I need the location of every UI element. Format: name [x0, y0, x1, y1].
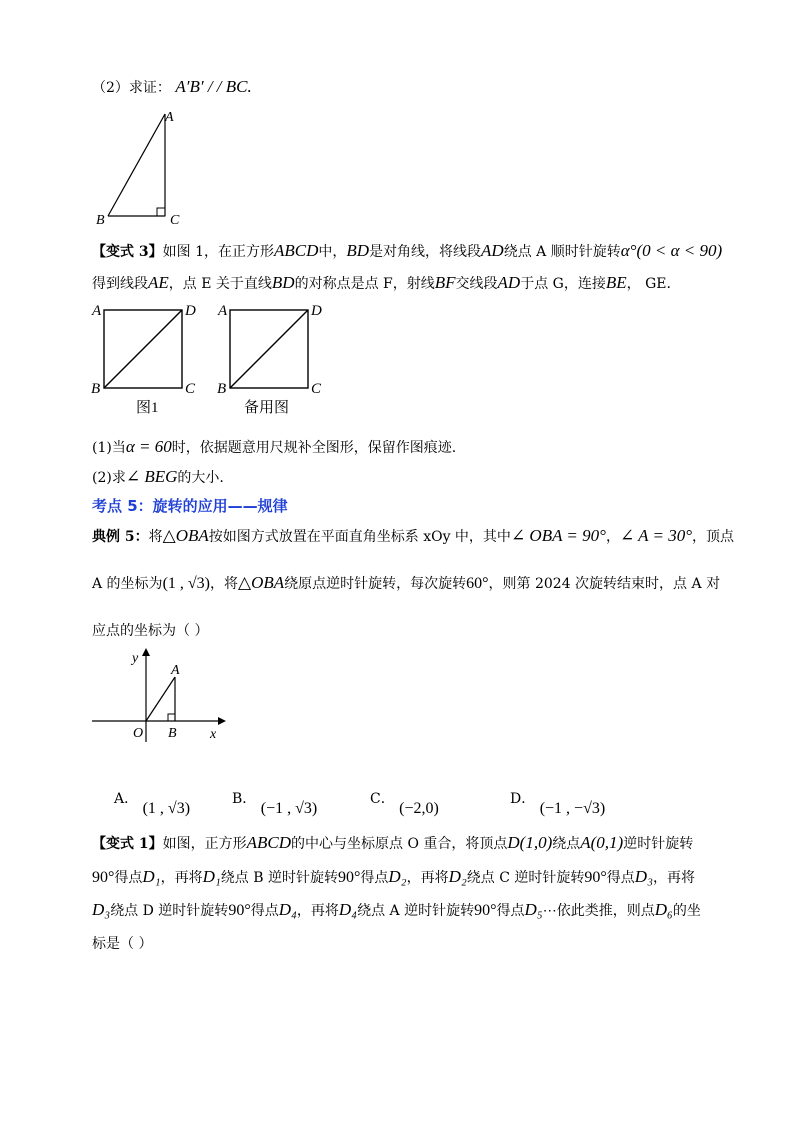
option-a[interactable] — [114, 788, 191, 817]
text: 中， — [318, 244, 347, 260]
text: 是对角线，将线段 — [369, 244, 482, 260]
math: BD — [346, 241, 370, 260]
text: 于点 G，连接 — [520, 276, 606, 292]
text: (2)求 — [92, 470, 126, 486]
sq2-label-a: A — [218, 303, 228, 319]
part2-math: A′B′ / / BC. — [175, 77, 252, 96]
text: 得点 — [114, 870, 143, 886]
text: 交线段 — [455, 276, 498, 292]
math: 90° — [474, 902, 497, 919]
text: ，顶点 — [692, 529, 734, 545]
text: ，点 E 关于直线 — [168, 276, 272, 292]
math: BD — [271, 273, 295, 292]
math: ∠ OBA = 90° — [510, 526, 606, 545]
text: 的坐 — [672, 903, 701, 919]
math: 90° — [228, 902, 251, 919]
fig-spare-caption: 备用图 — [244, 400, 290, 416]
option-d-value: (−1 , −√3) — [539, 800, 606, 817]
variant1-line2 — [92, 866, 695, 889]
sq2-label-c: C — [311, 381, 322, 397]
math: α°(0 < α < 90) — [620, 241, 723, 260]
text: 绕点 C 逆时针旋转 — [466, 870, 585, 886]
math: D₃ — [634, 867, 653, 886]
sq2-label-b: B — [217, 381, 227, 397]
math: D₂ — [388, 867, 407, 886]
axis-label-o: O — [133, 726, 144, 741]
option-b-label: B． — [232, 791, 257, 807]
math: D₅ — [524, 900, 543, 919]
variant3-line1 — [92, 240, 722, 263]
text: ，则第 2024 次旋转结束时，点 A 对 — [488, 576, 721, 592]
option-d[interactable] — [510, 788, 606, 817]
text: 的大小. — [177, 470, 224, 486]
text: ，再将 — [406, 870, 449, 886]
q1-line — [92, 436, 456, 459]
text: ⋯依此类推，则点 — [542, 903, 655, 919]
math: △OBA — [238, 573, 285, 592]
triangle-figure — [88, 106, 198, 231]
sq1-label-b: B — [91, 381, 101, 397]
example5-line3: 应点的坐标为（ ） — [92, 623, 209, 639]
math: 90° — [584, 869, 607, 886]
text: 的对称点是点 F，射线 — [294, 276, 435, 292]
math: α = 60 — [125, 437, 172, 456]
variant1-tag: 【变式 1】 — [92, 836, 163, 852]
axis-label-y: y — [132, 651, 139, 666]
example5-line1 — [92, 525, 734, 548]
math: D₁ — [202, 867, 221, 886]
sq1-label-d: D — [185, 303, 196, 319]
text: 将 — [148, 529, 163, 545]
math: BF — [434, 273, 456, 292]
tri-label-a: A — [165, 110, 174, 125]
text: ，再将 — [296, 903, 339, 919]
option-c-value: (−2,0) — [399, 800, 439, 817]
math: △OBA — [162, 526, 209, 545]
text: A 的坐标为 — [92, 576, 163, 592]
math: A(0,1) — [580, 833, 624, 852]
text: 如图，正方形 — [162, 836, 247, 852]
tri-label-c: C — [170, 213, 180, 228]
math: AE — [148, 273, 169, 292]
tri-label-b: B — [96, 213, 105, 228]
axis-label-b: B — [168, 726, 177, 741]
math: 60° — [466, 575, 489, 592]
math: D(1,0) — [507, 833, 553, 852]
option-a-label: A． — [114, 791, 139, 807]
option-c[interactable] — [370, 788, 439, 817]
text: 的中心与坐标原点 O 重合，将顶点 — [291, 836, 508, 852]
text: 得点 — [606, 870, 635, 886]
math: D₂ — [448, 867, 467, 886]
text: 绕原点逆时针旋转，每次旋转 — [284, 576, 467, 592]
sq1-label-c: C — [185, 381, 196, 397]
math: AD — [481, 241, 504, 260]
axes-figure — [90, 646, 230, 744]
option-c-label: C． — [370, 791, 395, 807]
math: 90° — [92, 869, 115, 886]
variant1-line3 — [92, 899, 701, 922]
math: D₃ — [92, 900, 111, 919]
option-b[interactable] — [232, 788, 318, 817]
text: 逆时针旋转 — [623, 836, 694, 852]
text: 绕点 — [552, 836, 581, 852]
math: D₆ — [654, 900, 673, 919]
axis-label-x: x — [210, 727, 217, 742]
text: ，再将 — [652, 870, 695, 886]
text: 绕点 A 逆时针旋转 — [357, 903, 475, 919]
math: ABCD — [246, 833, 292, 852]
sq2-label-d: D — [311, 303, 322, 319]
math: ABCD — [273, 241, 319, 260]
text: 绕点 A 顺时针旋转 — [503, 244, 621, 260]
text: ， GE. — [626, 276, 671, 292]
text: 得点 — [250, 903, 279, 919]
math: AD — [497, 273, 521, 292]
option-a-value: (1 , √3) — [142, 800, 191, 817]
variant3-tag: 【变式 3】 — [92, 244, 163, 260]
text: ，再将 — [160, 870, 203, 886]
text: 得点 — [496, 903, 525, 919]
q2-line — [92, 466, 224, 489]
text: 时，依据题意用尺规补全图形，保留作图痕迹. — [171, 440, 457, 456]
text: (1)当 — [92, 440, 126, 456]
text: 绕点 B 逆时针旋转 — [220, 870, 338, 886]
example5-tag: 典例 5： — [92, 529, 149, 545]
sq1-label-a: A — [92, 303, 102, 319]
text: 得到线段 — [92, 276, 148, 292]
math: D₁ — [142, 867, 161, 886]
text: 如图 1，在正方形 — [162, 244, 274, 260]
math: ∠ BEG — [125, 467, 178, 486]
math: BE — [605, 273, 627, 292]
text: 按如图方式放置在平面直角坐标系 xOy 中，其中 — [208, 529, 511, 545]
part2-prefix: （2）求证： — [92, 80, 171, 96]
section5-title: 考点 5：旋转的应用——规律 — [92, 497, 288, 515]
text: 绕点 D 逆时针旋转 — [110, 903, 229, 919]
math: (1 , √3) — [162, 575, 210, 592]
text: 得点 — [360, 870, 389, 886]
math: D₄ — [338, 900, 358, 919]
math: ∠ A = 30° — [619, 526, 692, 545]
squares-figure — [88, 298, 338, 420]
option-b-value: (−1 , √3) — [260, 800, 318, 817]
text: ，将 — [210, 576, 238, 592]
part2-line — [92, 76, 252, 99]
fig1-caption: 图1 — [136, 400, 159, 416]
text: ， — [605, 529, 620, 545]
example5-line2 — [92, 572, 720, 595]
variant1-line1 — [92, 832, 693, 855]
math: 90° — [337, 869, 361, 886]
option-d-label: D． — [510, 791, 536, 807]
variant1-line4: 标是（ ） — [92, 936, 153, 952]
axis-label-a: A — [171, 663, 180, 678]
math: D₄ — [278, 900, 297, 919]
variant3-line2 — [92, 272, 671, 295]
